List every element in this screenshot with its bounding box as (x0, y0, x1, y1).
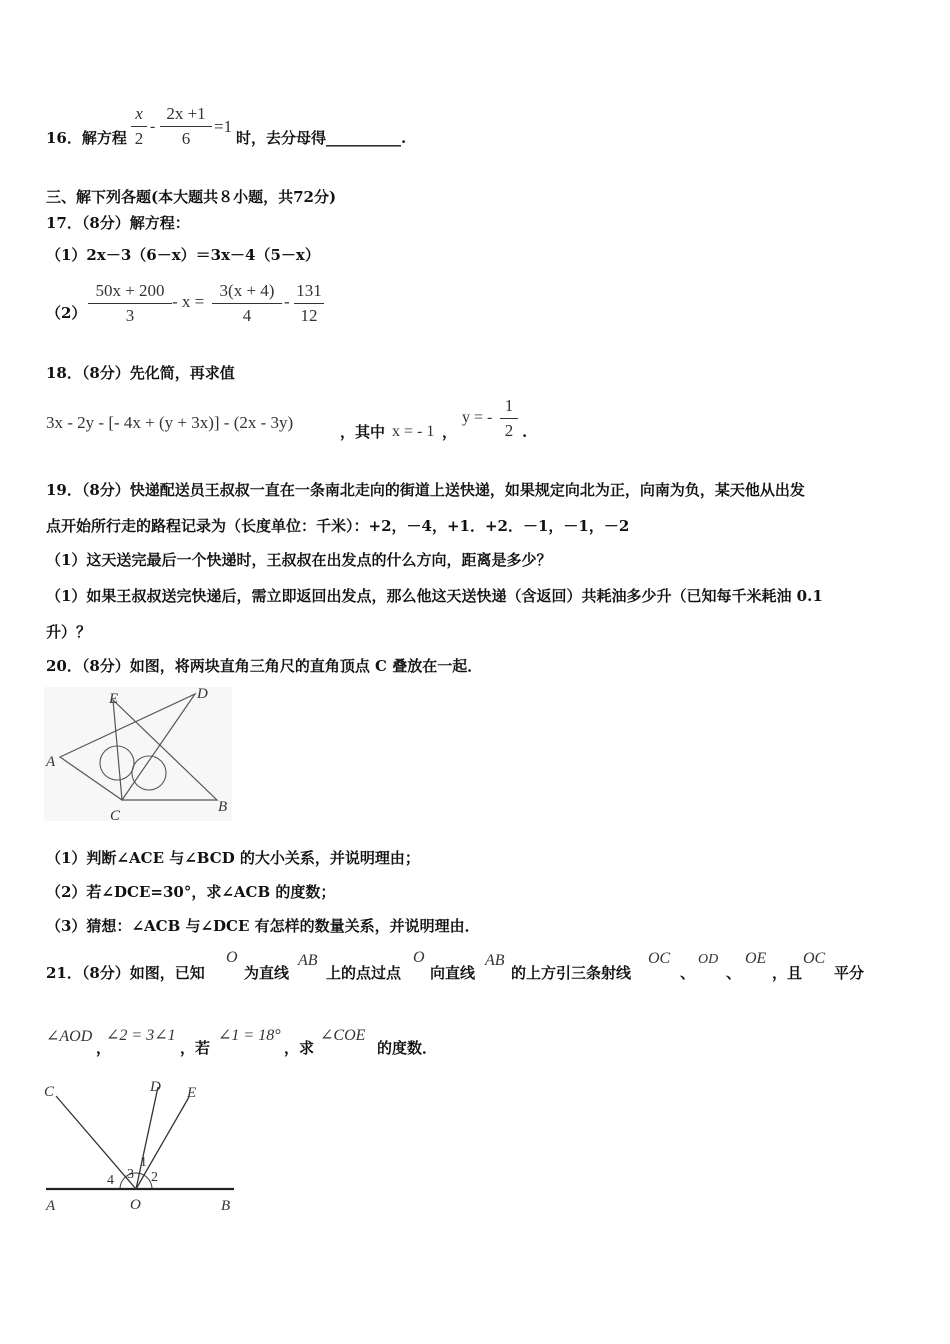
label-B: B (221, 1198, 231, 1214)
q16-suffix: 时，去分母得__________. (236, 129, 407, 147)
q18-expression: 3x - 2y - [- 4x + (y + 3x)] - (2x - 3y) (46, 413, 294, 432)
q17-fraction-2: 3(x + 4) 4 (212, 281, 282, 326)
q21-angle-aod: ∠AOD (46, 1028, 93, 1045)
figure-background (44, 687, 232, 821)
q21-ray-od: OD (698, 952, 719, 967)
label-E: E (187, 1085, 197, 1101)
q17-part-2-label: （2） (46, 304, 87, 322)
q17-fraction-3: 131 12 (294, 281, 324, 326)
q17-part-1: （1）2x－3（6－x）＝3x－4（5－x） (46, 246, 320, 264)
q18-end: . (522, 423, 528, 441)
q17-fraction-1: 50x + 200 3 (88, 281, 172, 326)
label-E: E (109, 691, 119, 707)
label-C: C (110, 808, 121, 824)
q17-minus: - (284, 292, 290, 311)
q21-text-11: 的度数． (377, 1039, 438, 1057)
q18-where: ，其中 (340, 423, 386, 441)
q20-part-2: （2）若∠DCE=30°，求∠ACB 的度数； (46, 883, 336, 901)
label-A: A (46, 754, 56, 770)
q21-ray-oe: OE (745, 950, 767, 967)
label-C: C (44, 1084, 55, 1100)
q21-sep-1: 、 (680, 964, 696, 982)
q18-comma: ， (442, 423, 458, 441)
q20-heading: 20．（8分）如图，将两块直角三角尺的直角顶点 C 叠放在一起． (46, 657, 483, 675)
q21-text-8: ， (96, 1039, 112, 1057)
q21-text-2: 为直线 (244, 964, 290, 982)
q16-equals: =1 (214, 117, 233, 136)
q21-ray-oc-2: OC (803, 950, 826, 967)
q21-text-5: 的上方引三条射线 (511, 964, 632, 982)
q21-line-ab-2: AB (485, 952, 505, 969)
q19-line-2: 点开始所行走的路程记录为（长度单位：千米）：+2，－4，+1．+2．－1，－1，－2 (46, 517, 630, 535)
q16-fraction-2: 2x +1 6 (160, 104, 212, 149)
q21-point-o-2: O (413, 949, 425, 966)
q21-text-10: ，求 (284, 1039, 315, 1057)
q21-text-9: ，若 (180, 1039, 211, 1057)
q21-sep-2: 、 (726, 964, 742, 982)
label-D: D (150, 1079, 161, 1095)
q18-y-fraction: 1 2 (500, 396, 518, 441)
label-B: B (218, 799, 228, 815)
q18-y-prefix: y = - (462, 409, 493, 426)
q21-figure-rays (40, 1075, 250, 1220)
label-D: D (197, 686, 208, 702)
q19-part-2-line-1: （1）如果王叔叔送完快递后，需立即返回出发点，那么他这天送快递（含返回）共耗油多少升（已知每千米耗油 0.1 (46, 587, 823, 605)
angle-label-1: 1 (140, 1155, 147, 1170)
q19-line-1: 19．（8分）快递配送员王叔叔一直在一条南北走向的街道上送快递，如果规定向北为正，向南为负，某天他从出发 (46, 481, 805, 499)
label-O: O (130, 1197, 141, 1213)
q20-figure-two-set-squares (40, 683, 240, 825)
q17-heading: 17．（8分）解方程： (46, 214, 190, 232)
q16-prefix: 解方程 (81, 129, 127, 147)
q18-heading: 18．（8分）先化简，再求值 (46, 364, 235, 382)
q21-angle-coe: ∠COE (320, 1027, 366, 1044)
q16-line (46, 128, 127, 148)
q21-text-6: ，且 (772, 964, 803, 982)
q20-part-3: （3）猜想：∠ACB 与∠DCE 有怎样的数量关系，并说明理由． (46, 917, 480, 935)
section-3-title: 三、解下列各题(本大题共８小题，共72分) (46, 188, 337, 206)
q19-part-2-line-2: 升）？ (46, 623, 92, 641)
q21-line-ab-1: AB (298, 952, 318, 969)
angle-label-2: 2 (151, 1170, 158, 1185)
q16-fraction-1: x 2 (131, 104, 147, 149)
q19-part-1: （1）这天送完最后一个快递时，王叔叔在出发点的什么方向，距离是多少？ (46, 551, 552, 569)
q21-text-4: 向直线 (430, 964, 476, 982)
q21-text-1: 21．（8分）如图，已知 (46, 964, 205, 982)
label-A: A (46, 1198, 56, 1214)
q21-point-o-1: O (226, 949, 238, 966)
q18-x-value: x = - 1 (392, 423, 435, 440)
q17-middle: - x = (172, 292, 205, 311)
q21-relation: ∠2 = 3∠1 (106, 1027, 176, 1044)
q16-number: 16． (46, 129, 82, 147)
q20-part-1: （1）判断∠ACE 与∠BCD 的大小关系，并说明理由； (46, 849, 420, 867)
angle-label-4: 4 (107, 1173, 114, 1188)
ray-oc (56, 1096, 136, 1189)
q21-ray-oc: OC (648, 950, 671, 967)
q21-given: ∠1 = 18° (218, 1027, 281, 1044)
q21-text-7: 平分 (834, 964, 865, 982)
q21-text-3: 上的点过点 (326, 964, 402, 982)
q16-answer-blank: __________ (326, 129, 402, 147)
angle-label-3: 3 (127, 1167, 134, 1182)
q16-minus: - (150, 118, 156, 135)
